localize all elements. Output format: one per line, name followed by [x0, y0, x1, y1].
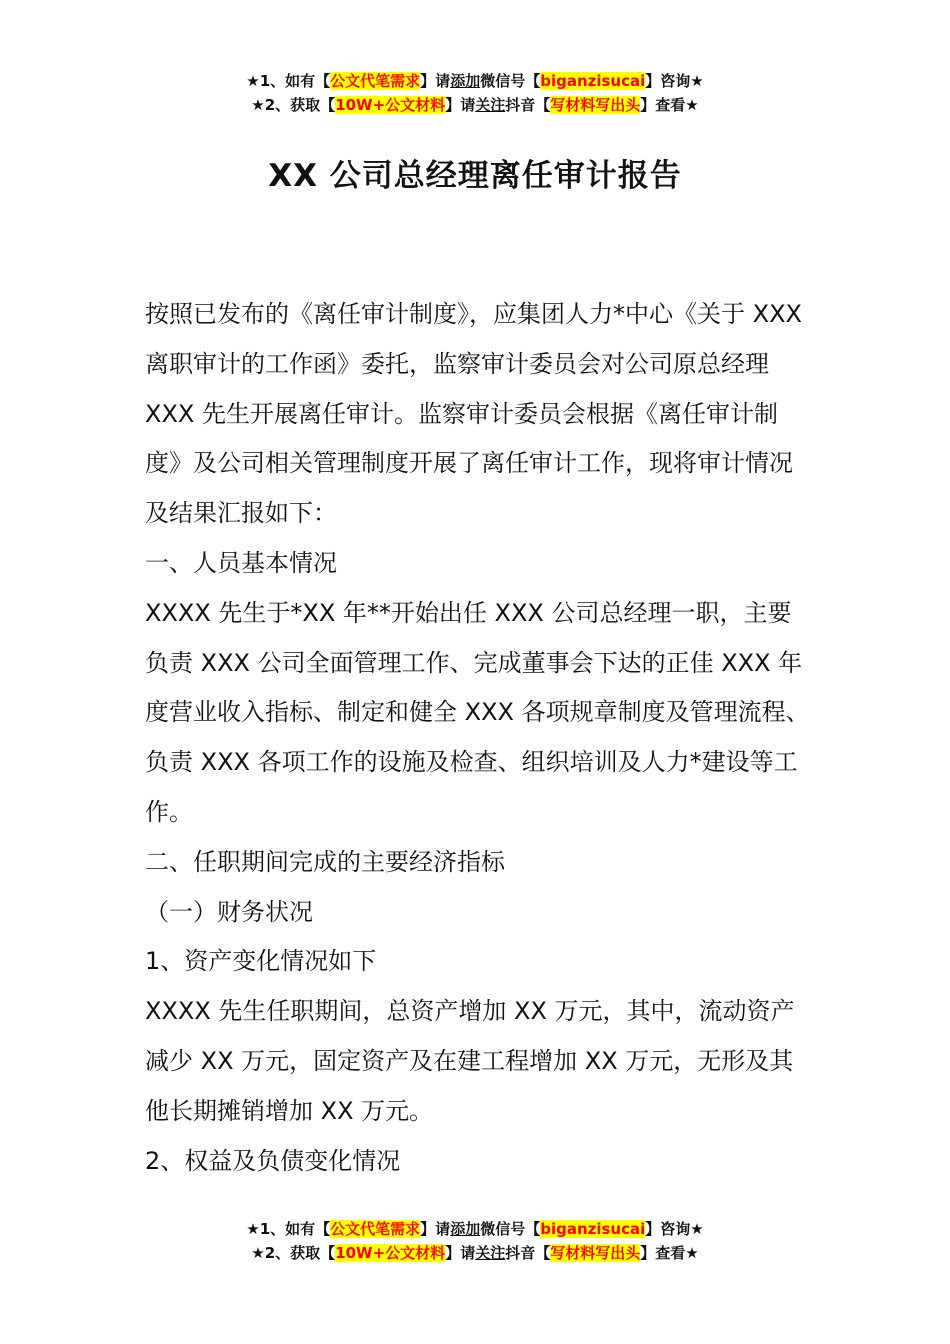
paragraph: XXXX 先生于*XX 年**开始出任 XXX 公司总经理一职，主要负责 XXX 公司全面管理工作、完成董事会下达的正佳 XXX 年度营业收入指标、制定和健全 XXX 各项规章制度及管理流程、负责 XXX 各项工作的设施及检查、组织培训及人力*建设等工作。	[145, 598, 810, 826]
item-heading: 2、权益及负债变化情况	[145, 1146, 401, 1175]
subsection-heading: （一）财务状况	[145, 897, 313, 926]
bottom-banner	[0, 1217, 950, 1265]
section-heading: 二、任职期间完成的主要经济指标	[145, 847, 505, 876]
top-banner	[0, 69, 950, 117]
document-body	[145, 290, 810, 1186]
banner-line-2: ★2、获取【10W+公文材料】请关注抖音【写材料写出头】查看★	[251, 1244, 699, 1262]
banner-line-1: ★1、如有【公文代笔需求】请添加微信号【biganzisucai】咨询★	[246, 1220, 704, 1238]
paragraph: XXXX 先生任职期间，总资产增加 XX 万元，其中，流动资产减少 XX 万元，固定资产及在建工程增加 XX 万元，无形及其他长期摊销增加 XX 万元。	[145, 997, 795, 1125]
banner-line-1: ★1、如有【公文代笔需求】请添加微信号【biganzisucai】咨询★	[246, 72, 704, 90]
banner-line-2: ★2、获取【10W+公文材料】请关注抖音【写材料写出头】查看★	[251, 96, 699, 114]
section-heading: 一、人员基本情况	[145, 548, 337, 577]
paragraph: 按照已发布的《离任审计制度》，应集团人力*中心《关于 XXX 离职审计的工作函》委托，监察审计委员会对公司原总经理 XXX 先生开展离任审计。监察审计委员会根据《离任审计制度》及公司相关管理制度开展了离任审计工作，现将审计情况及结果汇报如下：	[145, 300, 802, 528]
document-title: XX 公司总经理离任审计报告	[268, 158, 682, 194]
item-heading: 1、资产变化情况如下	[145, 947, 377, 976]
